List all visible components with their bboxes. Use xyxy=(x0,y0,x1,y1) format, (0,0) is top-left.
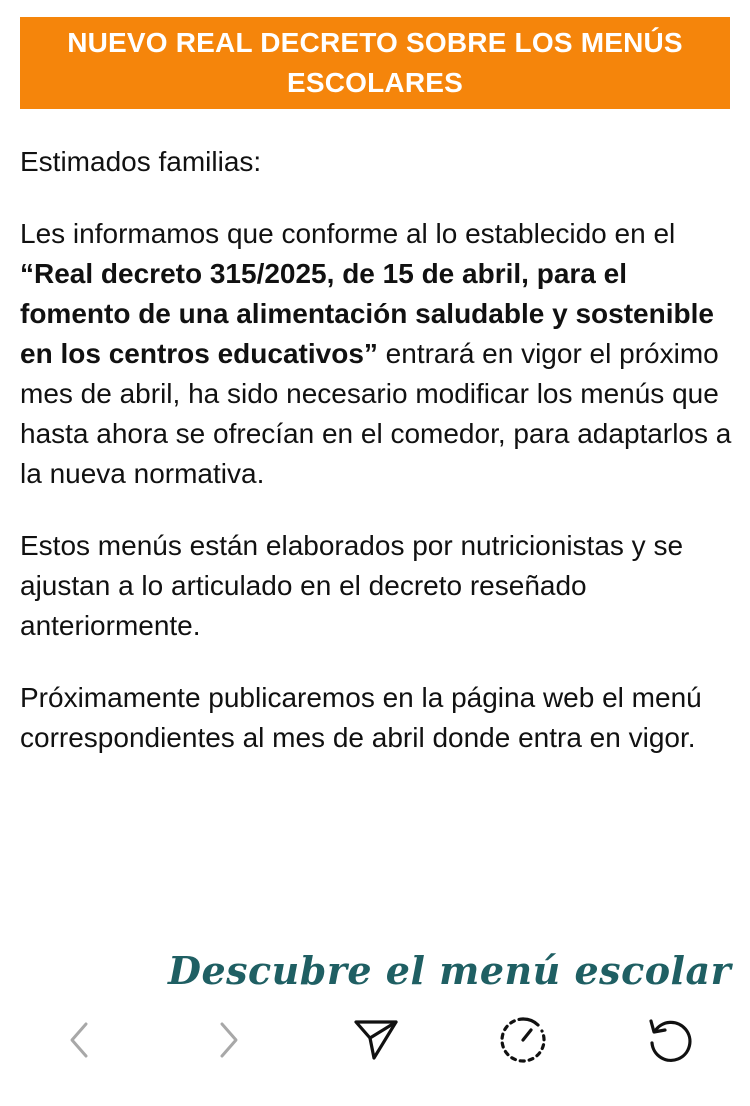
page-title-banner xyxy=(20,17,730,109)
refresh-button[interactable] xyxy=(644,1014,696,1066)
refresh-icon xyxy=(645,1015,695,1065)
back-button[interactable] xyxy=(54,1014,106,1066)
nutritionists-paragraph xyxy=(20,526,735,646)
article-body xyxy=(20,142,735,790)
forward-button[interactable] xyxy=(202,1014,254,1066)
decree-title-text: “Real decreto 315/2025, de 15 de abril, para el fomento de una alimentación saludable y sostenible en los centros educativos” xyxy=(20,258,714,369)
decree-intro-text: Les informamos que conforme al lo establecido en el xyxy=(20,218,676,249)
forward-icon xyxy=(212,1020,244,1060)
timer-icon xyxy=(498,1015,548,1065)
decree-outro-text: entrará en vigor el próximo mes de abril, ha sido necesario modificar los menús que hasta ahora se ofrecían en el comedor, para adaptarlos a la nueva normativa. xyxy=(20,338,732,489)
browser-toolbar xyxy=(0,1000,750,1080)
share-button[interactable] xyxy=(350,1014,402,1066)
timer-button[interactable] xyxy=(497,1014,549,1066)
promo-heading xyxy=(168,948,732,993)
promo-text: Descubre el menú escolar xyxy=(168,948,732,993)
publication-paragraph xyxy=(20,678,735,758)
greeting-paragraph xyxy=(20,142,735,182)
publication-text: Próximamente publicaremos en la página web el menú correspondientes al mes de abril donde entra en vigor. xyxy=(20,682,702,753)
greeting-text: Estimados familias: xyxy=(20,146,262,177)
nutritionists-text: Estos menús están elaborados por nutricionistas y se ajustan a lo articulado en el decreto reseñado anteriormente. xyxy=(20,530,684,641)
back-icon xyxy=(64,1020,96,1060)
page-title: NUEVO REAL DECRETO SOBRE LOS MENÚS ESCOLARES xyxy=(67,27,683,98)
share-icon xyxy=(352,1016,400,1064)
decree-paragraph xyxy=(20,214,735,494)
